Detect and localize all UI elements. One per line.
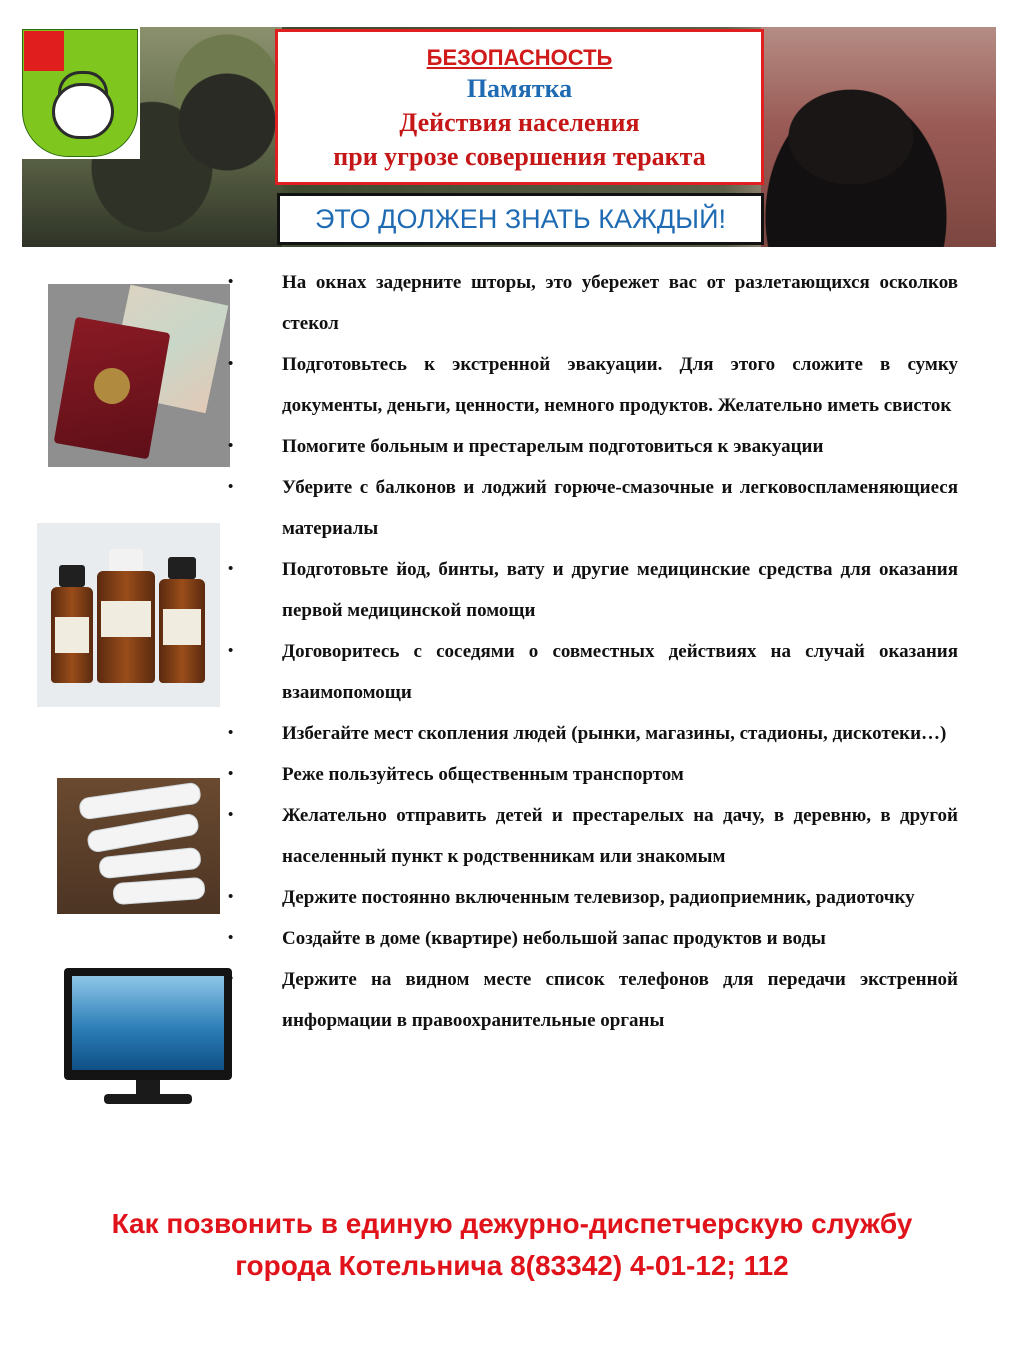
slogan-banner: ЭТО ДОЛЖЕН ЗНАТЬ КАЖДЫЙ! [277, 193, 764, 245]
bullet-icon: • [228, 438, 234, 454]
list-item [222, 795, 958, 877]
list-item-text: Желательно отправить детей и престарелых на дачу, в деревню, в другой населенный пункт к родственникам или знакомым [282, 805, 958, 867]
bullet-icon: • [228, 479, 234, 495]
bullet-icon: • [228, 643, 234, 659]
bottle-label [55, 617, 89, 653]
tv-stand-neck [136, 1080, 160, 1094]
bullet-icon: • [228, 807, 234, 823]
list-item [222, 754, 958, 795]
bottle-left [51, 587, 93, 683]
emblem-pot [52, 83, 114, 139]
list-item [222, 713, 958, 754]
bottle-middle [97, 571, 155, 683]
bottle-cap [109, 549, 144, 571]
bandages-image [57, 778, 220, 914]
tv-screen [72, 976, 224, 1070]
list-item [222, 918, 958, 959]
list-item-text: На окнах задерните шторы, это убережет вас от разлетающихся осколков стекол [282, 272, 958, 334]
bandage-roll [98, 847, 202, 880]
passport-money-image [48, 284, 230, 467]
list-item [222, 262, 958, 344]
title-memo: Памятка [466, 74, 573, 103]
bullet-icon: • [228, 766, 234, 782]
bullet-icon: • [228, 725, 234, 741]
title-safety: БЕЗОПАСНОСТЬ [426, 45, 613, 70]
veiled-woman-photo [761, 27, 996, 247]
bottle-cap [59, 565, 84, 587]
bottle-right [159, 579, 205, 683]
bullet-icon: • [228, 561, 234, 577]
list-item-text: Договоритесь с соседями о совместных действиях на случай оказания взаимопомощи [282, 641, 958, 703]
list-item [222, 959, 958, 1041]
tv-stand-base [104, 1094, 192, 1104]
iodine-bottles-image [37, 523, 220, 707]
bandage-roll [112, 877, 205, 905]
list-item-text: Держите на видном месте список телефонов для передачи экстренной информации в правоохранительные органы [282, 969, 958, 1031]
title-heading-line2: при угрозе совершения теракта [333, 142, 706, 171]
bottle-cap [168, 557, 196, 579]
bullet-icon: • [228, 889, 234, 905]
list-item [222, 344, 958, 426]
list-item-text: Избегайте мест скопления людей (рынки, магазины, стадионы, дискотеки…) [282, 723, 947, 744]
list-item-text: Помогите больным и престарелым подготовиться к эвакуации [282, 436, 824, 457]
list-item [222, 631, 958, 713]
list-item-text: Держите постоянно включенным телевизор, радиоприемник, радиоточку [282, 887, 915, 908]
coat-of-arms-icon [20, 27, 140, 159]
bullet-icon: • [228, 356, 234, 372]
list-item-text: Реже пользуйтесь общественным транспортом [282, 764, 684, 785]
title-box [275, 29, 764, 185]
list-item [222, 467, 958, 549]
list-item [222, 877, 958, 918]
television-image [60, 960, 240, 1132]
footer-line1: Как позвонить в единую дежурно-диспетчерскую службу [111, 1208, 913, 1239]
bottle-label [163, 609, 201, 645]
list-item-text: Уберите с балконов и лоджий горюче-смазочные и легковоспламеняющиеся материалы [282, 477, 958, 539]
bottle-label [101, 601, 151, 637]
list-item [222, 426, 958, 467]
footer-line2: города Котельнича 8(83342) 4-01-12; 112 [235, 1250, 789, 1281]
list-item-text: Подготовьте йод, бинты, вату и другие медицинские средства для оказания первой медицинской помощи [282, 559, 958, 621]
bullet-icon: • [228, 971, 234, 987]
instructions-list [222, 262, 958, 1041]
bullet-icon: • [228, 930, 234, 946]
list-item [222, 549, 958, 631]
emergency-contact-footer [40, 1203, 984, 1287]
title-heading-line1: Действия населения [399, 108, 640, 137]
list-item-text: Создайте в доме (квартире) небольшой запас продуктов и воды [282, 928, 826, 949]
list-item-text: Подготовьтесь к экстренной эвакуации. Для этого сложите в сумку документы, деньги, ценности, немного продуктов. Желательно иметь свисток [282, 354, 958, 416]
emblem-red-corner [24, 31, 64, 71]
bullet-icon: • [228, 274, 234, 290]
